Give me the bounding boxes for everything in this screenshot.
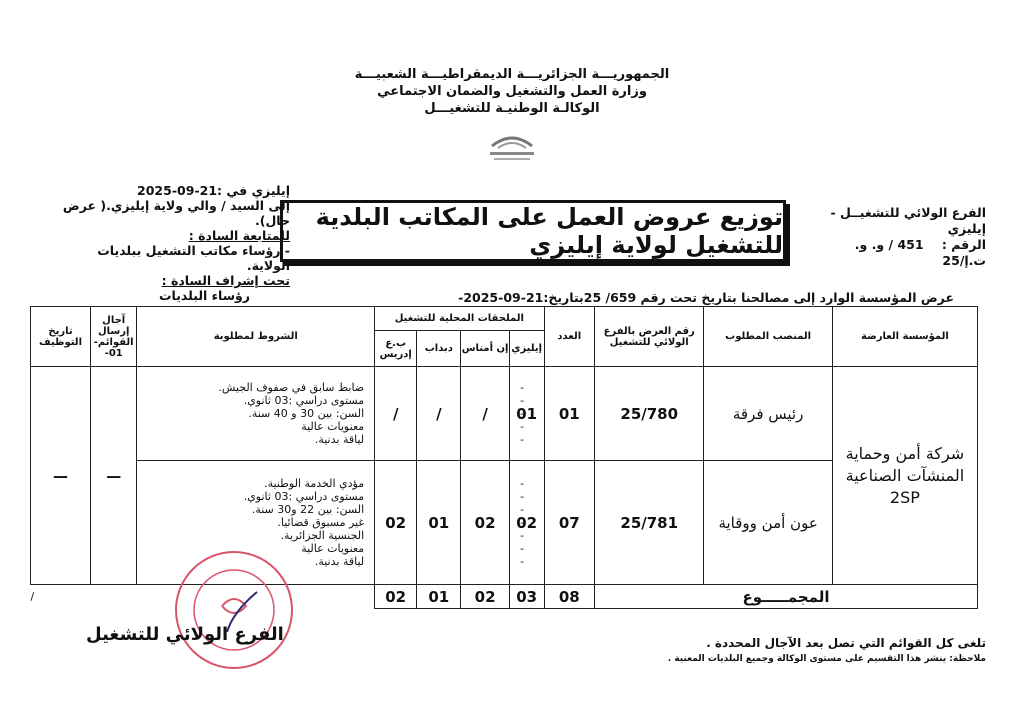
header-row bbox=[31, 307, 978, 331]
condition-item: - السن: بين 30 و 40 سنة. bbox=[137, 407, 364, 420]
annex-cell: 01 bbox=[509, 367, 544, 461]
col-conditions: الشروط لمطلوبة bbox=[137, 307, 375, 367]
col-annex-bordj: ب.ع إدريس bbox=[375, 331, 417, 367]
organization-cell: شركة أمن وحماية المنشآت الصناعية 2SP bbox=[832, 367, 977, 585]
col-count: العدد bbox=[544, 307, 595, 367]
supervision-line: تحت إشراف السادة : bbox=[161, 273, 290, 288]
condition-item: - مؤدي الخدمة الوطنية. bbox=[137, 477, 364, 490]
annex-cell: 02 bbox=[509, 461, 544, 585]
col-ref: رقم العرض بالفرع الولائي للتشغيل bbox=[595, 307, 704, 367]
letterhead bbox=[0, 66, 1024, 117]
post-cell: عون أمن ووقاية bbox=[704, 461, 832, 585]
condition-item: - السن: بين 22 و30 سنة. bbox=[137, 503, 364, 516]
total-annex: 02 bbox=[461, 585, 509, 609]
agency-line: الوكالـة الوطنيـة للتشغيـــل bbox=[424, 101, 600, 116]
count-cell: 07 bbox=[544, 461, 595, 585]
recipients-block bbox=[60, 183, 290, 303]
col-annex-debdeb: دبداب bbox=[417, 331, 461, 367]
ref-cell: 25/780 bbox=[595, 367, 704, 461]
total-annex: 02 bbox=[375, 585, 417, 609]
col-annex-illizi: إيليزي bbox=[509, 331, 544, 367]
annex-cell: 02 bbox=[375, 461, 417, 585]
total-annex: 01 bbox=[417, 585, 461, 609]
table-row bbox=[31, 367, 978, 461]
total-count: 08 bbox=[544, 585, 595, 609]
col-post: المنصب المطلوب bbox=[704, 307, 832, 367]
col-org: المؤسسة العارضة bbox=[832, 307, 977, 367]
col-deadline: آجال إرسال القوائم- 01- bbox=[91, 307, 137, 367]
ministry-line: وزارة العمل والتشغيل والضمان الاجتماعي bbox=[377, 84, 647, 99]
total-label: المجمـــــوع bbox=[595, 585, 978, 609]
post-cell: رئيس فرقة bbox=[704, 367, 832, 461]
condition-item: - مستوى دراسي :03 ثانوي. bbox=[137, 394, 364, 407]
publication-note: ملاحظة: ينشر هذا التقسيم على مستوى الوكالة وجميع البلديات المعنية . bbox=[667, 654, 986, 664]
col-annex-group: الملحقات المحلية للتشغيل bbox=[375, 307, 544, 331]
count-cell: 01 bbox=[544, 367, 595, 461]
ref-cell: 25/781 bbox=[595, 461, 704, 585]
reference-label: الرقم : bbox=[941, 237, 986, 252]
annex-cell: 01 bbox=[417, 461, 461, 585]
mayors-line: رؤساء البلديات bbox=[158, 288, 250, 303]
reference-value: 451 / و. و. ت.إ/25 bbox=[854, 237, 986, 268]
heads-line: - رؤساء مكاتب التشغيل ببلديات الولاية. bbox=[97, 243, 290, 273]
condition-item: - ضابط سابق في صفوف الجيش. bbox=[137, 381, 364, 394]
official-stamp-icon bbox=[172, 548, 296, 672]
reference-line bbox=[826, 237, 986, 269]
annex-cell: / bbox=[417, 367, 461, 461]
total-annex: 03 bbox=[509, 585, 544, 609]
intro-line: عرض المؤسسة الوارد إلى مصالحنا بتاريخ تحت رقم 659/ 25بتاريخ:21-09-2025- bbox=[458, 290, 954, 305]
total-slash: / bbox=[30, 590, 35, 604]
follow-line: للمتابعة السادة : bbox=[188, 228, 290, 243]
condition-item: - مستوى دراسي :03 ثانوي. bbox=[137, 490, 364, 503]
annex-cell: / bbox=[461, 367, 509, 461]
branch-block bbox=[826, 205, 986, 269]
condition-item: - معنويات عالية bbox=[137, 542, 364, 555]
annex-cell: / bbox=[375, 367, 417, 461]
hire-date-cell: — bbox=[31, 367, 91, 585]
condition-item: - معنويات عالية bbox=[137, 420, 364, 433]
annex-cell: 02 bbox=[461, 461, 509, 585]
condition-item: - لياقة بدنية. bbox=[137, 433, 364, 446]
branch-name: الفرع الولائي للتشغيــل - إيليزي bbox=[830, 205, 986, 236]
total-empty bbox=[91, 585, 137, 609]
document-title: توزيع عروض العمل على المكاتب البلدية للتشغيل لولاية إيليزي bbox=[280, 200, 786, 262]
date-line: إيليزي في :21-09-2025 bbox=[137, 183, 290, 198]
col-annex-in-amenas: إن أمناس bbox=[461, 331, 509, 367]
deadline-cell: — bbox=[91, 367, 137, 585]
col-hire-date: تاريخ التوظيف bbox=[31, 307, 91, 367]
signature-title: الفرع الولائي للتشغيل bbox=[86, 624, 284, 645]
republic-line: الجمهوريـــة الجزائريـــة الديمقراطيـــة الشعبيـــة bbox=[354, 67, 670, 82]
condition-item: - غير مسبوق قضائيا. bbox=[137, 516, 364, 529]
condition-item: - لياقة بدنية. bbox=[137, 555, 364, 568]
to-line: إلى السيد / والي ولاية إيليزي.( عرض حال). bbox=[62, 198, 290, 228]
conditions-cell bbox=[137, 367, 375, 461]
agency-logo-icon bbox=[480, 128, 544, 164]
late-lists-note: تلغى كل القوائم التي تصل بعد الآجال المحددة . bbox=[706, 636, 986, 650]
condition-item: - الجنسية الجزائرية. bbox=[137, 529, 364, 542]
